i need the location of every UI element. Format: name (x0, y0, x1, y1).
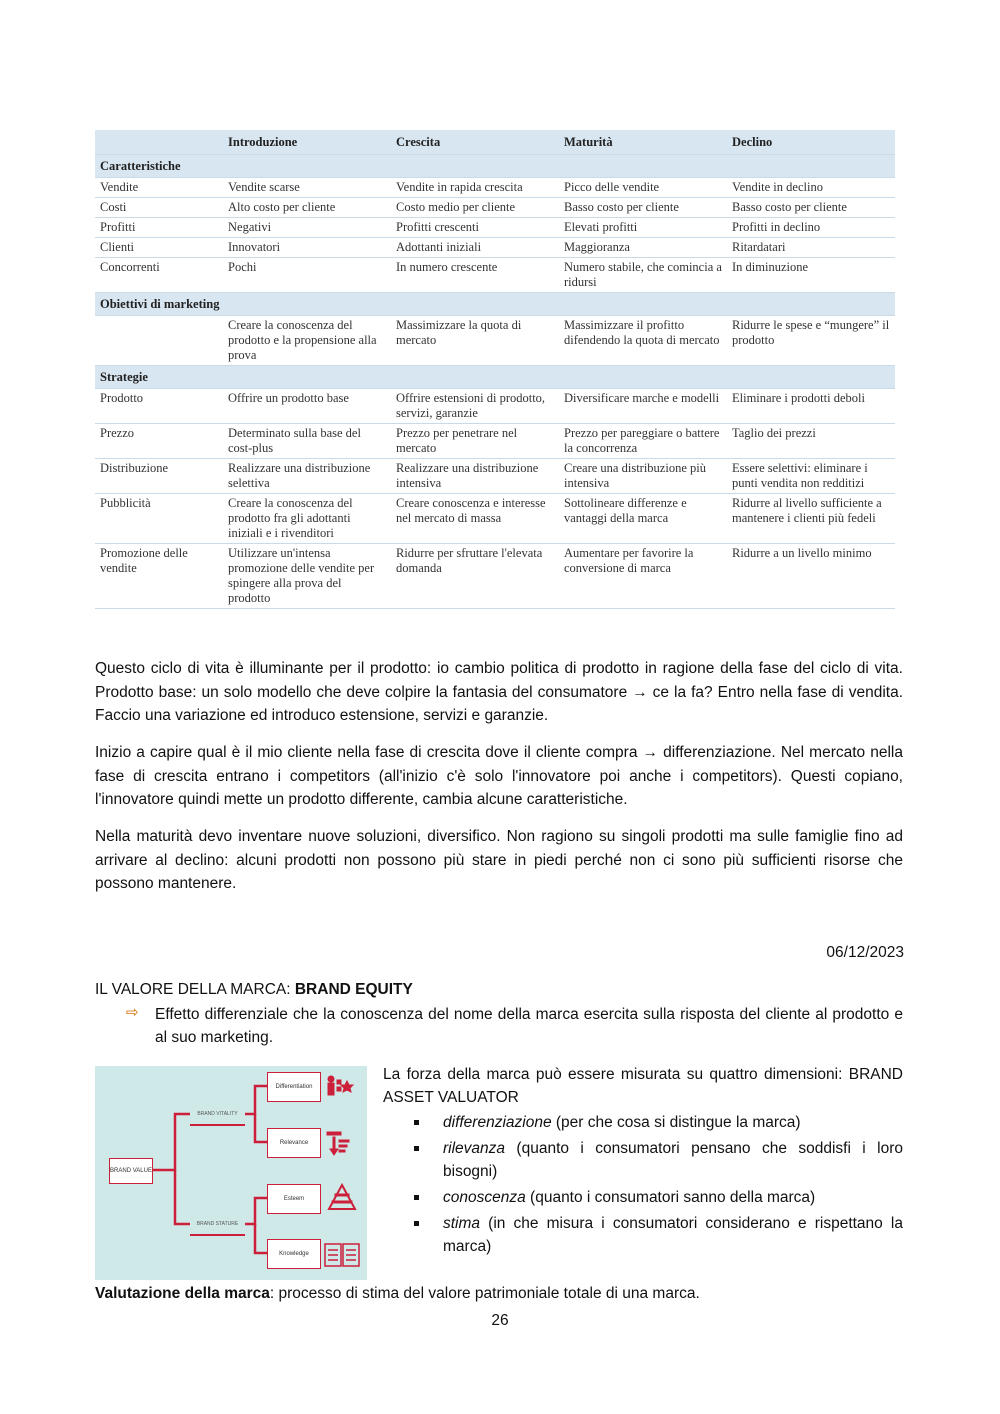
bav-term: differenziazione (443, 1114, 552, 1131)
header-cell (95, 130, 223, 155)
table-cell: Picco delle vendite (559, 178, 727, 198)
table-cell: Costo medio per cliente (391, 198, 559, 218)
row-label-cell: Clienti (95, 238, 223, 258)
diagram-icons (95, 1066, 367, 1280)
lifecycle-table (95, 130, 895, 609)
table-row (95, 178, 895, 198)
date-label: 06/12/2023 (826, 944, 904, 961)
table-cell: In diminuzione (727, 258, 895, 293)
table-cell: Determinato sulla base del cost-plus (223, 424, 391, 459)
table-cell: Ridurre per sfruttare l'elevata domanda (391, 544, 559, 609)
page-number: 26 (491, 1312, 509, 1329)
table-cell: Offrire un prodotto base (223, 389, 391, 424)
table-row (95, 258, 895, 293)
row-label-cell: Costi (95, 198, 223, 218)
table-cell: Elevati profitti (559, 218, 727, 238)
header-cell: Maturità (559, 130, 727, 155)
paragraph: Questo ciclo di vita è illuminante per il prodotto: io cambio politica di prodotto in ragione della fase del ciclo di vita. Prodotto base: un solo modello che deve colpire la fantasia del consumatore → ce la fa? Entro nella fase di vendita. Faccio una variazione ed introduco estensione, servizi e garanzie. (95, 660, 903, 724)
arrow-bullet-icon: ⇨ (126, 1004, 139, 1021)
bav-term: conoscenza (443, 1189, 526, 1206)
table-cell: In numero crescente (391, 258, 559, 293)
brand-value-diagram (95, 1066, 367, 1280)
table-cell: Alto costo per cliente (223, 198, 391, 218)
table-cell: Pochi (223, 258, 391, 293)
section-title (95, 981, 413, 999)
diagram-branch-top-label: BRAND VITALITY (197, 1111, 238, 1117)
table-cell: Ridurre a un livello minimo (727, 544, 895, 609)
table-cell: Creare la conoscenza del prodotto e la propensione alla prova (223, 316, 391, 366)
square-bullet-icon (414, 1146, 419, 1151)
table-cell: Maggioranza (559, 238, 727, 258)
row-label-cell: Vendite (95, 178, 223, 198)
bav-desc: (in che misura i consumatori considerano e rispettano la marca) (443, 1215, 903, 1255)
valuation-definition (95, 1285, 700, 1303)
bav-term: stima (443, 1215, 481, 1232)
table-row (95, 218, 895, 238)
table-cell: Prezzo per pareggiare o battere la concorrenza (559, 424, 727, 459)
table-cell: Numero stabile, che comincia a ridursi (559, 258, 727, 293)
paragraph: Inizio a capire qual è il mio cliente nella fase di crescita dove il cliente compra → differenziazione. Nel mercato nella fase di crescita entrano i competitors (all'inizio c'è solo l'innovatore poi anche i competitors). Questi copiano, l'innovatore quindi mette un prodotto differente, cambia alcune caratteristiche. (95, 744, 903, 808)
row-label-cell: Prodotto (95, 389, 223, 424)
table-cell: Ritardatari (727, 238, 895, 258)
table-cell: Taglio dei prezzi (727, 424, 895, 459)
table-cell: Creare la conoscenza del prodotto fra gli adottanti iniziali e i rivenditori (223, 494, 391, 544)
table-row (95, 198, 895, 218)
table-cell: Eliminare i prodotti deboli (727, 389, 895, 424)
row-label-cell: Profitti (95, 218, 223, 238)
square-bullet-icon (414, 1221, 419, 1226)
table-cell: Realizzare una distribuzione selettiva (223, 459, 391, 494)
bav-list (400, 1111, 903, 1261)
valuation-text: : processo di stima del valore patrimoniale totale di una marca. (269, 1285, 700, 1302)
person-star-icon (328, 1076, 353, 1095)
table-row (95, 424, 895, 459)
table-cell: Offrire estensioni di prodotto, servizi, garanzie (391, 389, 559, 424)
table-row (95, 544, 895, 609)
section-heading: Strategie (95, 366, 895, 389)
table-cell: Vendite in declino (727, 178, 895, 198)
section-title-bold: BRAND EQUITY (294, 981, 413, 998)
table-cell: Innovatori (223, 238, 391, 258)
table-cell: Massimizzare la quota di mercato (391, 316, 559, 366)
list-item (400, 1137, 903, 1183)
row-label-cell: Promozione delle vendite (95, 544, 223, 609)
table-section-row (95, 366, 895, 389)
table-cell: Negativi (223, 218, 391, 238)
diagram-leaf-label: Esteem (283, 1196, 305, 1202)
book-icon (325, 1244, 359, 1266)
table-cell: Aumentare per favorire la conversione di marca (559, 544, 727, 609)
table-cell: Utilizzare un'intensa promozione delle vendite per spingere alla prova del prodotto (223, 544, 391, 609)
section-heading: Obiettivi di marketing (95, 293, 895, 316)
header-cell: Crescita (391, 130, 559, 155)
table-cell: Creare una distribuzione più intensiva (559, 459, 727, 494)
square-bullet-icon (414, 1120, 419, 1125)
row-label-cell: Pubblicità (95, 494, 223, 544)
pyramid-icon (329, 1185, 355, 1209)
table-body (95, 155, 895, 609)
diagram-leaf-label: Relevance (279, 1140, 309, 1146)
header-cell: Declino (727, 130, 895, 155)
table-cell: Creare conoscenza e interesse nel mercato di massa (391, 494, 559, 544)
header-cell: Introduzione (223, 130, 391, 155)
table-cell: Sottolineare differenze e vantaggi della marca (559, 494, 727, 544)
table-cell: Basso costo per cliente (559, 198, 727, 218)
valuation-term: Valutazione della marca (95, 1285, 270, 1302)
diagram-branch-bottom-label: BRAND STATURE (196, 1221, 239, 1227)
table-row (95, 238, 895, 258)
table-cell: Vendite in rapida crescita (391, 178, 559, 198)
table-cell: Essere selettivi: eliminare i punti vendita non redditizi (727, 459, 895, 494)
table-cell: Basso costo per cliente (727, 198, 895, 218)
row-label-cell (95, 316, 223, 366)
row-label-cell: Prezzo (95, 424, 223, 459)
table-row (95, 389, 895, 424)
paragraph: Nella maturità devo inventare nuove soluzioni, diversifico. Non ragiono su singoli prodotti ma sulle famiglie fino ad arrivare al declino: alcuni prodotti non possono più stare in piedi perché non ci sono più sufficienti risorse che possono mantenere. (95, 828, 903, 892)
bav-desc: (per che cosa si distingue la marca) (551, 1114, 801, 1131)
table-cell: Ridurre al livello sufficiente a mantenere i clienti più fedeli (727, 494, 895, 544)
table-section-row (95, 293, 895, 316)
section-title-prefix: IL VALORE DELLA MARCA: (95, 981, 295, 998)
bav-desc: (quanto i consumatori sanno della marca) (525, 1189, 816, 1206)
diagram-leaf-label: Knowledge (279, 1251, 309, 1257)
table-cell: Diversificare marche e modelli (559, 389, 727, 424)
row-label-cell: Concorrenti (95, 258, 223, 293)
table-cell: Profitti crescenti (391, 218, 559, 238)
table-row (95, 316, 895, 366)
bav-intro: La forza della marca può essere misurata su quattro dimensioni: BRAND ASSET VALUATOR (383, 1066, 903, 1106)
table-row (95, 494, 895, 544)
square-bullet-icon (414, 1195, 419, 1200)
table-header-row (95, 130, 895, 155)
arrow-item-text: Effetto differenziale che la conoscenza del nome della marca esercita sulla risposta del cliente al prodotto e al suo marketing. (155, 1006, 903, 1046)
list-item (400, 1111, 903, 1134)
row-label-cell: Distribuzione (95, 459, 223, 494)
section-heading: Caratteristiche (95, 155, 895, 178)
bav-term: rilevanza (443, 1140, 506, 1157)
table-cell: Profitti in declino (727, 218, 895, 238)
table-cell: Adottanti iniziali (391, 238, 559, 258)
diagram-leaf-label: Differentiation (275, 1084, 313, 1090)
sort-icon (327, 1132, 349, 1155)
list-item (400, 1186, 903, 1209)
table-section-row (95, 155, 895, 178)
table-row (95, 459, 895, 494)
table-cell: Ridurre le spese e “mungere” il prodotto (727, 316, 895, 366)
table-cell: Realizzare una distribuzione intensiva (391, 459, 559, 494)
list-item (400, 1212, 903, 1258)
table-cell: Prezzo per penetrare nel mercato (391, 424, 559, 459)
table-cell: Massimizzare il profitto difendendo la quota di mercato (559, 316, 727, 366)
diagram-root-label: BRAND VALUE (110, 1168, 152, 1174)
bav-desc: (quanto i consumatori pensano che soddisfi i loro bisogni) (443, 1140, 903, 1180)
table-cell: Vendite scarse (223, 178, 391, 198)
